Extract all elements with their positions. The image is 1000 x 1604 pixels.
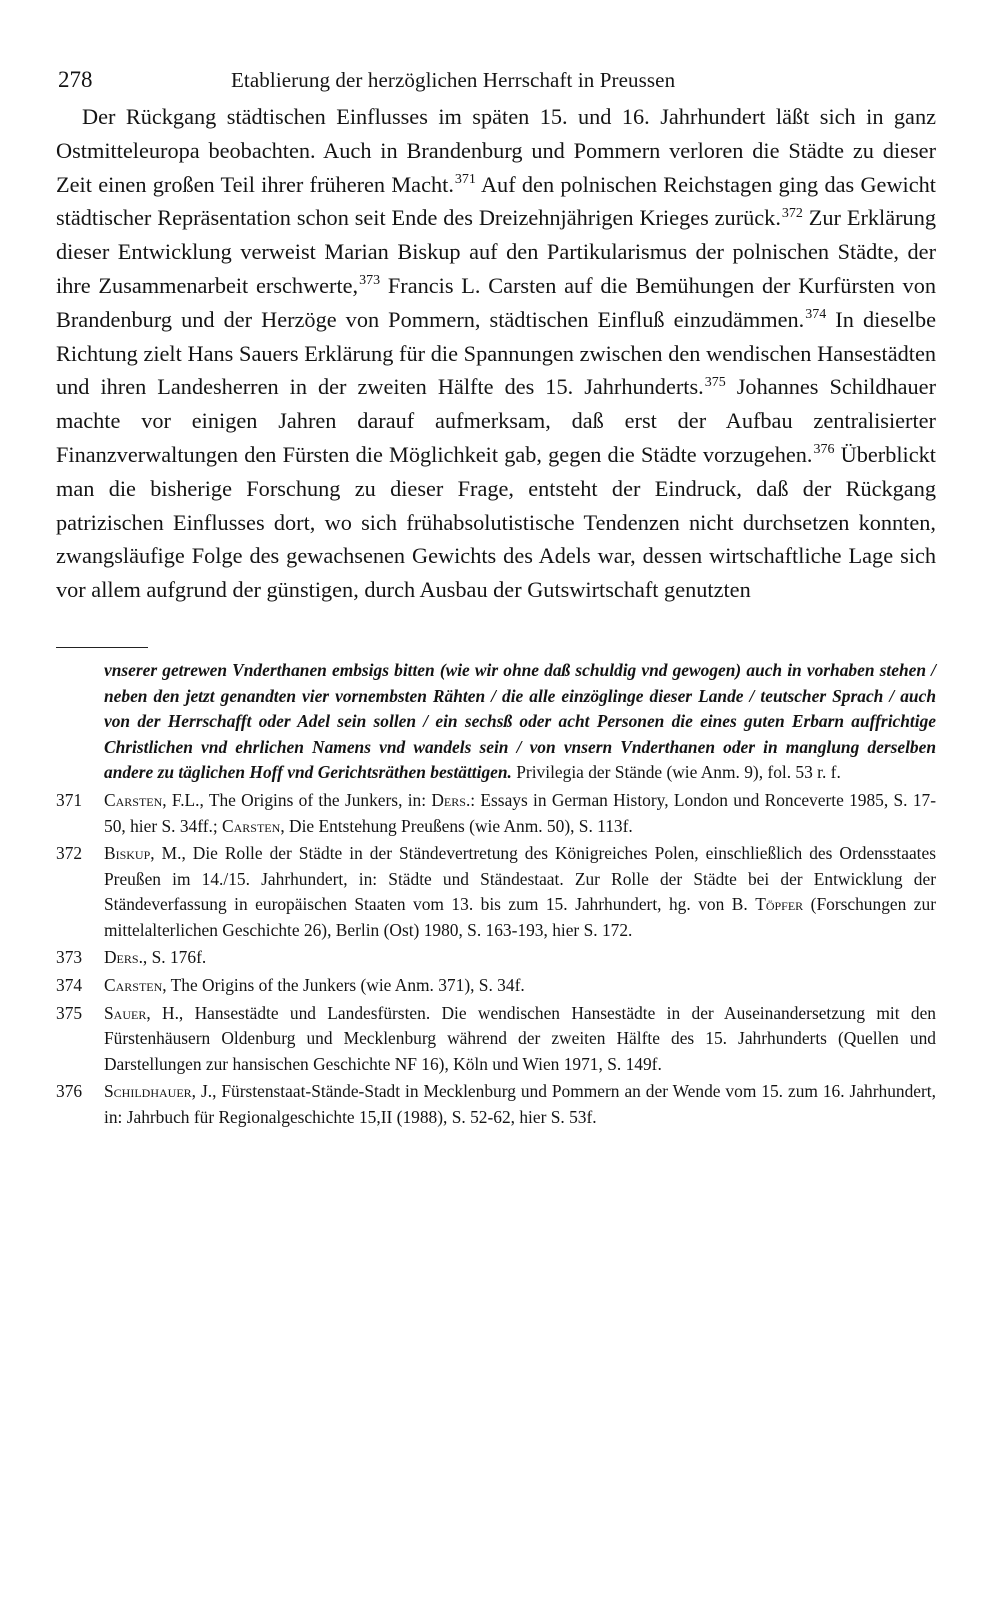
footnote-text: , M., Die Rolle der Städte in der Ständevertretung des Königreiches Polen, einschließlich des Ordensstaates Preußen im 14./15. Jahrhundert, in: Städte und Ständestaat. Zur Rolle der Städte bei der Entwicklung der Ständeverfassung in europäischen Staaten vom 13. bis zum 15. Jahrhundert, hg. von B. <box>104 843 936 915</box>
footnote-author: Carsten <box>104 789 163 810</box>
footnote-ref-375[interactable]: 375 <box>704 374 726 390</box>
footnote-number: 375 <box>56 1002 83 1023</box>
footnote-375 <box>56 1001 936 1078</box>
footnote-ref-374[interactable]: 374 <box>805 307 827 323</box>
footnote-text: , J., Fürstenstaat-Stände-Stadt in Mecklenburg und Pommern an der Wende vom 15. zum 16. Jahrhundert, in: Jahrbuch für Regionalgeschichte 15,II (1988), S. 52-62, hier S. 53f. <box>104 1081 936 1128</box>
body-sentence-1: Der Rückgang städtischen Einflusses im späten 15. und 16. Jahrhundert läßt sich in ganz Ostmitteleuropa beobachten. Auch in Brandenburg und Pommern verloren die Städte zu dieser Zeit einen großen Teil ihrer früheren Macht. <box>56 104 936 197</box>
footnote-author: Sauer <box>104 1002 147 1023</box>
footnote-373 <box>56 945 936 971</box>
footnote-author: Töpfer <box>755 894 804 915</box>
footnote-author: Schildhauer <box>104 1081 192 1102</box>
running-title: Etablierung der herzöglichen Herrschaft in Preussen <box>231 68 676 92</box>
footnote-author: Ders. <box>104 947 143 968</box>
footnote-ref-371[interactable]: 371 <box>454 171 476 187</box>
footnote-divider <box>56 647 148 648</box>
body-sentence-4: Francis L. Carsten auf die Bemühungen der Kurfürsten von Brandenburg und der Herzöge von Pommern, städtischen Einfluß einzudämmen. <box>56 272 936 332</box>
footnote-text: , S. 176f. <box>142 947 207 968</box>
footnote-number: 372 <box>56 843 83 864</box>
footnote-list <box>56 788 936 1131</box>
footnote-quote: vnserer getrewen Vnderthanen embsigs bitten (wie wir ohne daß schuldig vnd gewogen) auch in vorhaben stehen / neben den jetzt genandten vier vornembsten Rähten / die alle einzöglinge dieser Lande / teutscher Sprach / auch von der Herrschafft oder Adel sein sollen / ein sechsß oder acht Personen die eines guten Erbarn auffrichtige Christlichen vnd ehrlichen Namens vnd wandels sein / von vnsern Vnderthanen oder in manglung derselben andere zu täglichen Hoff vnd Gerichtsräthen bestättigen. <box>104 659 936 783</box>
footnote-372 <box>56 841 936 943</box>
footnote-text: (Forschungen zur mittelalterlichen Geschichte 26), Berlin (Ost) 1980, S. 163-193, hier S. 172. <box>104 894 936 940</box>
footnote-author: Ders. <box>431 789 471 810</box>
footnote-author: Carsten <box>222 815 281 836</box>
body-sentence-2: Auf den polnischen Reichstagen ging das Gewicht städtischer Repräsentation schon seit Ende des Dreizehnjährigen Krieges zurück. <box>56 171 936 231</box>
running-head <box>56 60 936 100</box>
footnote-376 <box>56 1079 936 1130</box>
footnote-text: : Essays in German History, London und Ronceverte 1985, S. 17-50, hier S. 34ff.; <box>104 789 936 836</box>
footnote-374 <box>56 973 936 999</box>
body-paragraph <box>56 100 936 607</box>
body-sentence-3: Zur Erklärung dieser Entwicklung verweist Marian Biskup auf den Partikularismus der polnischen Städte, der ihre Zusammenarbeit erschwerte, <box>56 205 936 298</box>
footnote-text: , Die Entstehung Preußens (wie Anm. 50), S. 113f. <box>280 815 633 836</box>
footnote-371 <box>56 788 936 839</box>
body-sentence-7: Überblickt man die bisherige Forschung zu dieser Frage, entsteht der Eindruck, daß der Rückgang patrizischen Einflusses dort, wo sich frühabsolutistische Tendenzen nicht durchsetzen konnten, zwangsläufige Folge des gewachsenen Gewichts des Adels war, dessen wirtschaftliche Lage sich vor allem aufgrund der günstigen, durch Ausbau der Gutswirtschaft genutzten <box>56 441 936 603</box>
body-sentence-5: In dieselbe Richtung zielt Hans Sauers Erklärung für die Spannungen zwischen den wendischen Hansestädten und ihren Landesherren in der zweiten Hälfte des 15. Jahrhunderts. <box>56 306 936 400</box>
footnote-author: Biskup <box>104 843 151 864</box>
footnote-text: , F.L., The Origins of the Junkers, in: <box>162 789 432 810</box>
footnote-text: , The Origins of the Junkers (wie Anm. 371), S. 34f. <box>162 975 525 996</box>
footnote-author: Carsten <box>104 975 163 996</box>
footnote-ref-372[interactable]: 372 <box>781 205 803 221</box>
footnote-ref-373[interactable]: 373 <box>359 273 381 289</box>
book-page <box>56 60 936 1131</box>
footnote-number: 376 <box>56 1081 83 1102</box>
footnote-continuation <box>104 658 936 786</box>
footnote-number: 371 <box>56 789 83 810</box>
footnote-ref-376[interactable]: 376 <box>813 442 835 458</box>
footnote-number: 374 <box>56 975 83 996</box>
footnote-continuation-rest: Privilegia der Stände (wie Anm. 9), fol. 53 r. f. <box>511 762 841 783</box>
footnote-number: 373 <box>56 947 83 968</box>
page-number: 278 <box>58 67 93 92</box>
footnote-text: , H., Hansestädte und Landesfürsten. Die wendischen Hansestädte in der Auseinandersetzung mit den Fürstenhäusern Oldenburg und Mecklenburg während der zweiten Hälfte des 15. Jahrhunderts (Quellen und Darstellungen zur hansischen Geschichte NF 16), Köln und Wien 1971, S. 149f. <box>104 1002 936 1074</box>
body-sentence-6: Johannes Schildhauer machte vor einigen Jahren darauf aufmerksam, daß erst der Aufbau zentralisierter Finanzverwaltungen den Fürsten die Möglichkeit gab, gegen die Städte vorzugehen. <box>56 374 936 467</box>
